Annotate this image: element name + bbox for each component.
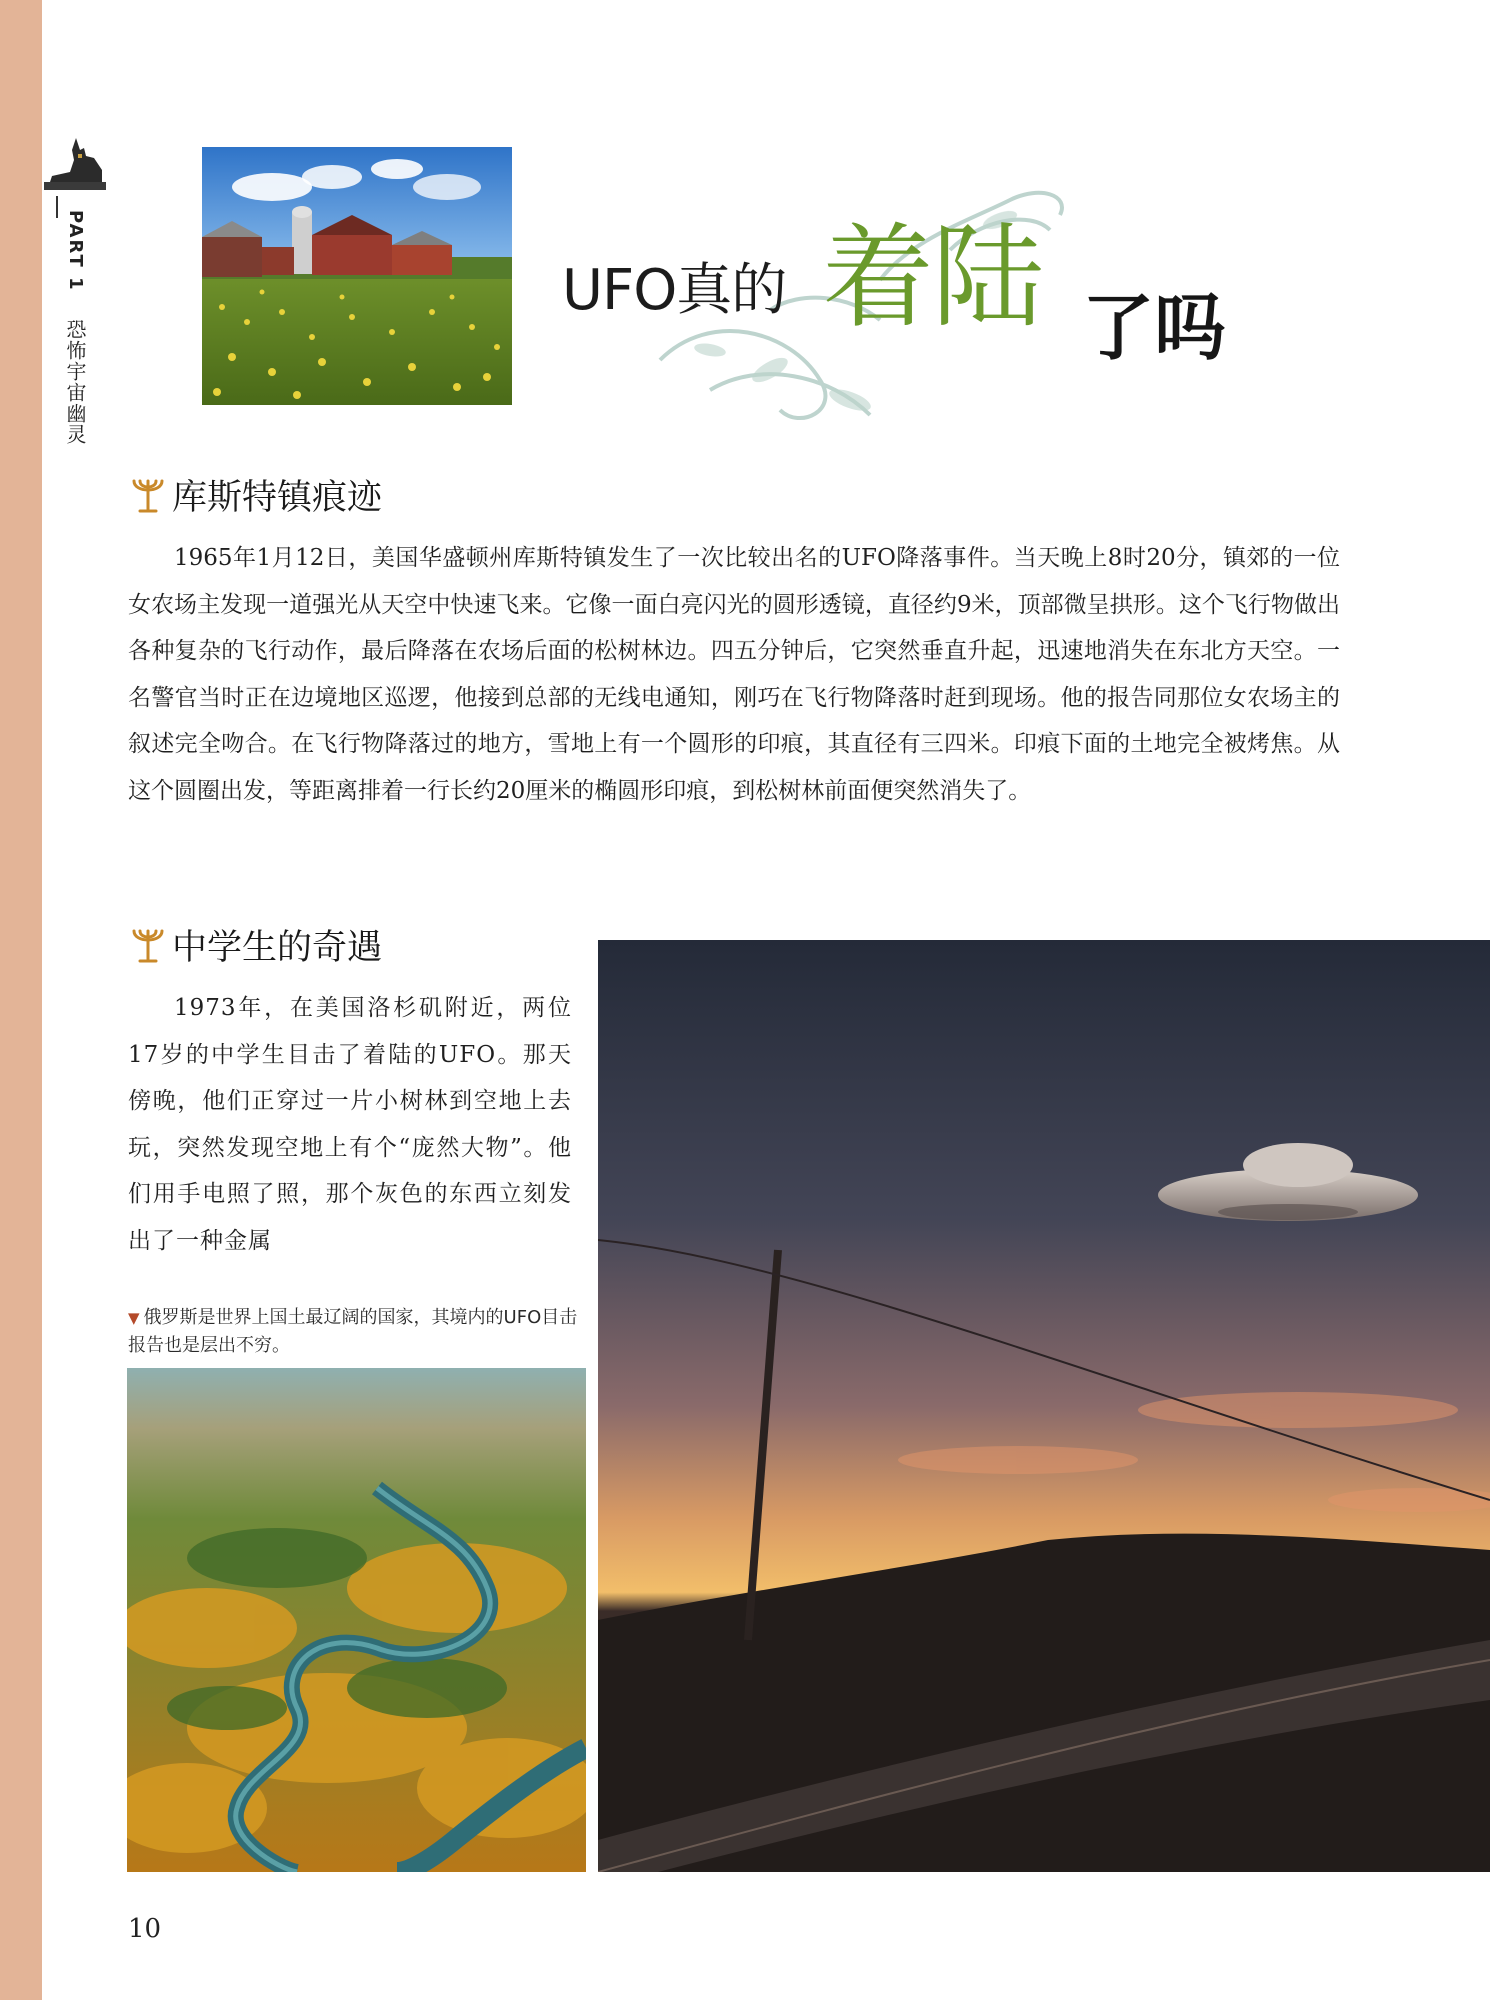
side-color-band [0,0,42,2000]
anubis-statue-icon [42,136,108,192]
ufo-sunset-photo [598,940,1490,1872]
russia-forest-photo [127,1368,586,1872]
menorah-icon [128,475,168,515]
menorah-icon [128,925,168,965]
section-heading-text: 中学生的奇遇 [172,928,383,968]
farm-photo [202,147,512,405]
caption-text: 俄罗斯是世界上国土最辽阔的国家，其境内的UFO目击报告也是层出不穷。 [128,1307,578,1356]
section-body-kuster: 1965年1月12日，美国华盛顿州库斯特镇发生了一次比较出名的UFO降落事件。当天晚上8时20分，镇郊的一位女农场主发现一道强光从天空中快速飞来。它像一面白亮闪光的圆形透镜，直径约9米，顶部微呈拱形。这个飞行物做出各种复杂的飞行动作，最后降落在农场后面的松树林边。四五分钟后，它突然垂直升起，迅速地消失在东北方天空。一名警官当时正在边境地区巡逻，他接到总部的无线电通知，刚巧在飞行物降落时赶到现场。他的报告同那位女农场主的叙述完全吻合。在飞行物降落过的地方，雪地上有一个圆形的印痕，其直径有三四米。印痕下面的土地完全被烤焦。从这个圆圈出发，等距离排着一行长约20厘米的椭圆形印痕，到松树林前面便突然消失了。 [128,545,1340,804]
sidebar-label [60,210,90,445]
page-number: 10 [128,1914,162,1944]
title-part-c: 了吗 [1082,286,1227,370]
title-part-a: UFO真的 [562,258,787,323]
part-label: PART 1 [65,210,86,292]
sidebar-rule [56,196,58,218]
title-part-b: 着陆 [822,213,1042,343]
section-heading-text: 库斯特镇痕迹 [172,478,383,518]
section-label: 恐怖宇宙幽灵 [63,318,87,445]
caption-marker-icon: ▼ [128,1309,140,1327]
section-heading-kuster [128,470,382,520]
photo-caption [128,1304,588,1360]
section-heading-students [128,920,382,970]
section-body-students: 1973年，在美国洛杉矶附近，两位17岁的中学生目击了着陆的UFO。那天傍晚，他们正穿过一片小树林到空地上去玩，突然发现空地上有个“庞然大物”。他们用手电照了照，那个灰色的东西立刻发出了一种金属 [128,995,572,1254]
